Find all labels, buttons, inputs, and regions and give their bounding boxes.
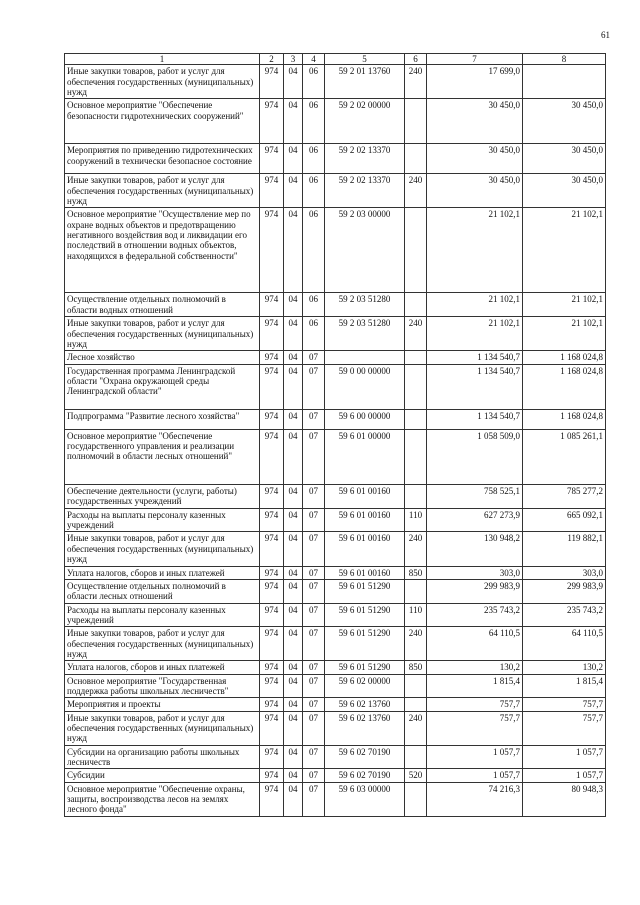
cell-col7: 299 983,9 — [427, 579, 523, 603]
cell-name: Уплата налогов, сборов и иных платежей — [65, 566, 260, 579]
table-row — [65, 65, 606, 99]
cell-col8: 119 882,1 — [523, 532, 606, 566]
cell-col6: 240 — [405, 532, 427, 566]
cell-col2: 974 — [260, 698, 284, 711]
cell-col2: 974 — [260, 532, 284, 566]
cell-col8: 1 168 024,8 — [523, 409, 606, 429]
header-cell: 7 — [427, 54, 523, 65]
cell-col4: 07 — [303, 745, 325, 769]
cell-col5: 59 2 02 13370 — [325, 174, 405, 208]
cell-col6 — [405, 579, 427, 603]
cell-col8: 21 102,1 — [523, 317, 606, 351]
table-row — [65, 351, 606, 364]
cell-col5: 59 6 01 00160 — [325, 532, 405, 566]
cell-col2: 974 — [260, 484, 284, 508]
table-row — [65, 99, 606, 144]
cell-col3: 04 — [284, 745, 303, 769]
cell-col7: 1 815,4 — [427, 674, 523, 698]
cell-col2: 974 — [260, 293, 284, 317]
cell-name: Подпрограмма "Развитие лесного хозяйства" — [65, 409, 260, 429]
cell-col8: 30 450,0 — [523, 174, 606, 208]
cell-col2: 974 — [260, 627, 284, 661]
cell-name: Иные закупки товаров, работ и услуг для обеспечения государственных (муниципальных) нужд — [65, 532, 260, 566]
cell-col8: 1 168 024,8 — [523, 351, 606, 364]
cell-col5: 59 6 02 13760 — [325, 698, 405, 711]
cell-col6: 110 — [405, 508, 427, 532]
cell-col5 — [325, 351, 405, 364]
cell-col8: 21 102,1 — [523, 293, 606, 317]
cell-col3: 04 — [284, 364, 303, 409]
cell-col4: 06 — [303, 99, 325, 144]
cell-col4: 07 — [303, 711, 325, 745]
cell-col2: 974 — [260, 603, 284, 627]
cell-col5: 59 2 02 13370 — [325, 144, 405, 174]
cell-col3: 04 — [284, 65, 303, 99]
header-cell: 6 — [405, 54, 427, 65]
cell-name: Иные закупки товаров, работ и услуг для обеспечения государственных (муниципальных) нужд — [65, 65, 260, 99]
cell-col7: 1 134 540,7 — [427, 364, 523, 409]
cell-col4: 07 — [303, 579, 325, 603]
cell-col8: 757,7 — [523, 698, 606, 711]
cell-col7: 130,2 — [427, 661, 523, 674]
table-row — [65, 769, 606, 782]
header-cell: 5 — [325, 54, 405, 65]
cell-col2: 974 — [260, 429, 284, 484]
cell-col6 — [405, 484, 427, 508]
cell-col5: 59 0 00 00000 — [325, 364, 405, 409]
cell-col6 — [405, 782, 427, 816]
cell-col4: 07 — [303, 698, 325, 711]
cell-col2: 974 — [260, 579, 284, 603]
cell-col3: 04 — [284, 429, 303, 484]
cell-col8: 64 110,5 — [523, 627, 606, 661]
cell-col5: 59 6 01 51290 — [325, 579, 405, 603]
cell-col6 — [405, 293, 427, 317]
cell-col5: 59 6 00 00000 — [325, 409, 405, 429]
cell-col5: 59 6 01 00160 — [325, 566, 405, 579]
cell-col3: 04 — [284, 208, 303, 293]
cell-col6: 240 — [405, 65, 427, 99]
cell-col8: 80 948,3 — [523, 782, 606, 816]
cell-col4: 07 — [303, 674, 325, 698]
table-row — [65, 508, 606, 532]
cell-col4: 07 — [303, 484, 325, 508]
cell-col5: 59 6 01 51290 — [325, 627, 405, 661]
table-row — [65, 429, 606, 484]
cell-col3: 04 — [284, 674, 303, 698]
cell-col6 — [405, 364, 427, 409]
cell-col2: 974 — [260, 566, 284, 579]
cell-col8: 665 092,1 — [523, 508, 606, 532]
cell-col8: 1 168 024,8 — [523, 364, 606, 409]
cell-col3: 04 — [284, 698, 303, 711]
cell-col5: 59 2 03 00000 — [325, 208, 405, 293]
cell-col5: 59 6 01 00160 — [325, 484, 405, 508]
cell-col5: 59 6 01 51290 — [325, 661, 405, 674]
cell-col7: 757,7 — [427, 698, 523, 711]
cell-col6: 240 — [405, 627, 427, 661]
cell-col8: 299 983,9 — [523, 579, 606, 603]
table-row — [65, 627, 606, 661]
cell-col2: 974 — [260, 317, 284, 351]
cell-name: Мероприятия и проекты — [65, 698, 260, 711]
cell-col7: 21 102,1 — [427, 317, 523, 351]
cell-col2: 974 — [260, 351, 284, 364]
cell-col7: 1 057,7 — [427, 745, 523, 769]
header-cell: 2 — [260, 54, 284, 65]
cell-col7: 74 216,3 — [427, 782, 523, 816]
cell-name: Иные закупки товаров, работ и услуг для обеспечения государственных (муниципальных) нужд — [65, 711, 260, 745]
cell-col5: 59 2 01 13760 — [325, 65, 405, 99]
header-cell: 4 — [303, 54, 325, 65]
cell-col3: 04 — [284, 711, 303, 745]
cell-col4: 07 — [303, 769, 325, 782]
cell-col8: 1 057,7 — [523, 769, 606, 782]
cell-col7: 303,0 — [427, 566, 523, 579]
cell-col7: 1 058 509,0 — [427, 429, 523, 484]
cell-col5: 59 6 02 70190 — [325, 745, 405, 769]
cell-col5: 59 6 01 51290 — [325, 603, 405, 627]
table-row — [65, 293, 606, 317]
table-row — [65, 174, 606, 208]
cell-name: Основное мероприятие "Обеспечение государственного управления и реализации полномочий в области лесных отношений" — [65, 429, 260, 484]
cell-name: Основное мероприятие "Обеспечение безопасности гидротехнических сооружений" — [65, 99, 260, 144]
cell-col6 — [405, 674, 427, 698]
cell-col8: 785 277,2 — [523, 484, 606, 508]
cell-name: Расходы на выплаты персоналу казенных учреждений — [65, 508, 260, 532]
cell-col6: 240 — [405, 174, 427, 208]
cell-col2: 974 — [260, 364, 284, 409]
cell-col8: 235 743,2 — [523, 603, 606, 627]
table-row — [65, 661, 606, 674]
cell-col4: 06 — [303, 208, 325, 293]
cell-col4: 06 — [303, 317, 325, 351]
cell-col6: 520 — [405, 769, 427, 782]
cell-col8: 21 102,1 — [523, 208, 606, 293]
cell-name: Основное мероприятие "Осуществление мер по охране водных объектов и предотвращению негативного воздействия вод и ликвидации его последствий в отношении водных объектов, находящихся в федеральной собственности" — [65, 208, 260, 293]
cell-col5: 59 2 03 51280 — [325, 293, 405, 317]
cell-col7: 1 134 540,7 — [427, 351, 523, 364]
cell-col6: 240 — [405, 317, 427, 351]
cell-col3: 04 — [284, 351, 303, 364]
cell-col6 — [405, 208, 427, 293]
cell-col6 — [405, 99, 427, 144]
cell-col6: 240 — [405, 711, 427, 745]
cell-col3: 04 — [284, 484, 303, 508]
cell-col2: 974 — [260, 144, 284, 174]
cell-col3: 04 — [284, 603, 303, 627]
cell-col7: 30 450,0 — [427, 99, 523, 144]
cell-col7: 627 273,9 — [427, 508, 523, 532]
cell-col3: 04 — [284, 144, 303, 174]
cell-col3: 04 — [284, 661, 303, 674]
cell-col3: 04 — [284, 409, 303, 429]
cell-col2: 974 — [260, 409, 284, 429]
cell-col4: 07 — [303, 429, 325, 484]
page-number: 61 — [601, 30, 610, 40]
cell-col4: 07 — [303, 351, 325, 364]
cell-name: Иные закупки товаров, работ и услуг для обеспечения государственных (муниципальных) нужд — [65, 174, 260, 208]
cell-col3: 04 — [284, 174, 303, 208]
budget-table — [64, 53, 606, 817]
cell-name: Осуществление отдельных полномочий в области лесных отношений — [65, 579, 260, 603]
cell-col6: 110 — [405, 603, 427, 627]
table-row — [65, 745, 606, 769]
table-row — [65, 674, 606, 698]
cell-col4: 07 — [303, 532, 325, 566]
cell-col8: 30 450,0 — [523, 144, 606, 174]
table-row — [65, 409, 606, 429]
cell-col2: 974 — [260, 174, 284, 208]
cell-col2: 974 — [260, 769, 284, 782]
cell-col5: 59 6 02 70190 — [325, 769, 405, 782]
cell-col6: 850 — [405, 566, 427, 579]
cell-col4: 07 — [303, 364, 325, 409]
cell-name: Иные закупки товаров, работ и услуг для обеспечения государственных (муниципальных) нужд — [65, 627, 260, 661]
cell-col3: 04 — [284, 769, 303, 782]
cell-col5: 59 6 01 00000 — [325, 429, 405, 484]
cell-col2: 974 — [260, 745, 284, 769]
cell-col7: 1 057,7 — [427, 769, 523, 782]
cell-col3: 04 — [284, 627, 303, 661]
cell-col8: 303,0 — [523, 566, 606, 579]
cell-col2: 974 — [260, 711, 284, 745]
cell-col8: 130,2 — [523, 661, 606, 674]
cell-col5: 59 6 02 13760 — [325, 711, 405, 745]
cell-col7: 21 102,1 — [427, 293, 523, 317]
cell-col4: 06 — [303, 144, 325, 174]
cell-name: Субсидии на организацию работы школьных лесничеств — [65, 745, 260, 769]
table-row — [65, 317, 606, 351]
cell-col3: 04 — [284, 508, 303, 532]
cell-col7: 21 102,1 — [427, 208, 523, 293]
cell-col2: 974 — [260, 661, 284, 674]
cell-col4: 06 — [303, 174, 325, 208]
cell-col7: 30 450,0 — [427, 174, 523, 208]
cell-name: Иные закупки товаров, работ и услуг для обеспечения государственных (муниципальных) нужд — [65, 317, 260, 351]
header-cell: 1 — [65, 54, 260, 65]
cell-col7: 30 450,0 — [427, 144, 523, 174]
cell-col7: 1 134 540,7 — [427, 409, 523, 429]
cell-col8: 1 085 261,1 — [523, 429, 606, 484]
cell-name: Основное мероприятие "Государственная поддержка работы школьных лесничеств" — [65, 674, 260, 698]
cell-col2: 974 — [260, 65, 284, 99]
cell-col7: 17 699,0 — [427, 65, 523, 99]
table-row — [65, 208, 606, 293]
cell-col3: 04 — [284, 293, 303, 317]
cell-col4: 06 — [303, 65, 325, 99]
cell-col6 — [405, 351, 427, 364]
cell-col7: 758 525,1 — [427, 484, 523, 508]
cell-col2: 974 — [260, 208, 284, 293]
table-row — [65, 532, 606, 566]
table-row — [65, 782, 606, 816]
cell-col3: 04 — [284, 99, 303, 144]
cell-col5: 59 2 03 51280 — [325, 317, 405, 351]
cell-col2: 974 — [260, 508, 284, 532]
table-header-row — [65, 54, 606, 65]
cell-col4: 07 — [303, 566, 325, 579]
cell-col6 — [405, 698, 427, 711]
cell-col2: 974 — [260, 99, 284, 144]
cell-col4: 07 — [303, 661, 325, 674]
cell-name: Обеспечение деятельности (услуги, работы) государственных учреждений — [65, 484, 260, 508]
table-row — [65, 566, 606, 579]
table-row — [65, 579, 606, 603]
cell-col3: 04 — [284, 532, 303, 566]
cell-name: Осуществление отдельных полномочий в области водных отношений — [65, 293, 260, 317]
cell-col6 — [405, 144, 427, 174]
cell-col8 — [523, 65, 606, 99]
cell-col8: 30 450,0 — [523, 99, 606, 144]
cell-name: Субсидии — [65, 769, 260, 782]
table-row — [65, 484, 606, 508]
cell-col7: 235 743,2 — [427, 603, 523, 627]
cell-col4: 07 — [303, 409, 325, 429]
cell-col6 — [405, 745, 427, 769]
cell-col4: 07 — [303, 627, 325, 661]
header-cell: 8 — [523, 54, 606, 65]
cell-col2: 974 — [260, 674, 284, 698]
cell-col5: 59 6 03 00000 — [325, 782, 405, 816]
table-row — [65, 603, 606, 627]
cell-col8: 757,7 — [523, 711, 606, 745]
cell-col8: 1 057,7 — [523, 745, 606, 769]
cell-col3: 04 — [284, 579, 303, 603]
table-row — [65, 364, 606, 409]
table-row — [65, 698, 606, 711]
cell-col4: 07 — [303, 508, 325, 532]
table-row — [65, 144, 606, 174]
cell-col4: 06 — [303, 293, 325, 317]
cell-col8: 1 815,4 — [523, 674, 606, 698]
cell-col7: 130 948,2 — [427, 532, 523, 566]
cell-col3: 04 — [284, 566, 303, 579]
cell-name: Лесное хозяйство — [65, 351, 260, 364]
cell-col7: 757,7 — [427, 711, 523, 745]
cell-col4: 07 — [303, 782, 325, 816]
cell-col3: 04 — [284, 782, 303, 816]
cell-name: Мероприятия по приведению гидротехнических сооружений в технически безопасное состояние — [65, 144, 260, 174]
cell-name: Государственная программа Ленинградской области "Охрана окружающей среды Ленинградской области" — [65, 364, 260, 409]
cell-name: Уплата налогов, сборов и иных платежей — [65, 661, 260, 674]
cell-col6 — [405, 429, 427, 484]
cell-col6: 850 — [405, 661, 427, 674]
cell-name: Расходы на выплаты персоналу казенных учреждений — [65, 603, 260, 627]
header-cell: 3 — [284, 54, 303, 65]
cell-col5: 59 2 02 00000 — [325, 99, 405, 144]
cell-col2: 974 — [260, 782, 284, 816]
cell-col6 — [405, 409, 427, 429]
cell-col5: 59 6 01 00160 — [325, 508, 405, 532]
cell-col5: 59 6 02 00000 — [325, 674, 405, 698]
cell-name: Основное мероприятие "Обеспечение охраны, защиты, воспроизводства лесов на землях лесного фонда" — [65, 782, 260, 816]
cell-col7: 64 110,5 — [427, 627, 523, 661]
cell-col4: 07 — [303, 603, 325, 627]
table-row — [65, 711, 606, 745]
cell-col3: 04 — [284, 317, 303, 351]
